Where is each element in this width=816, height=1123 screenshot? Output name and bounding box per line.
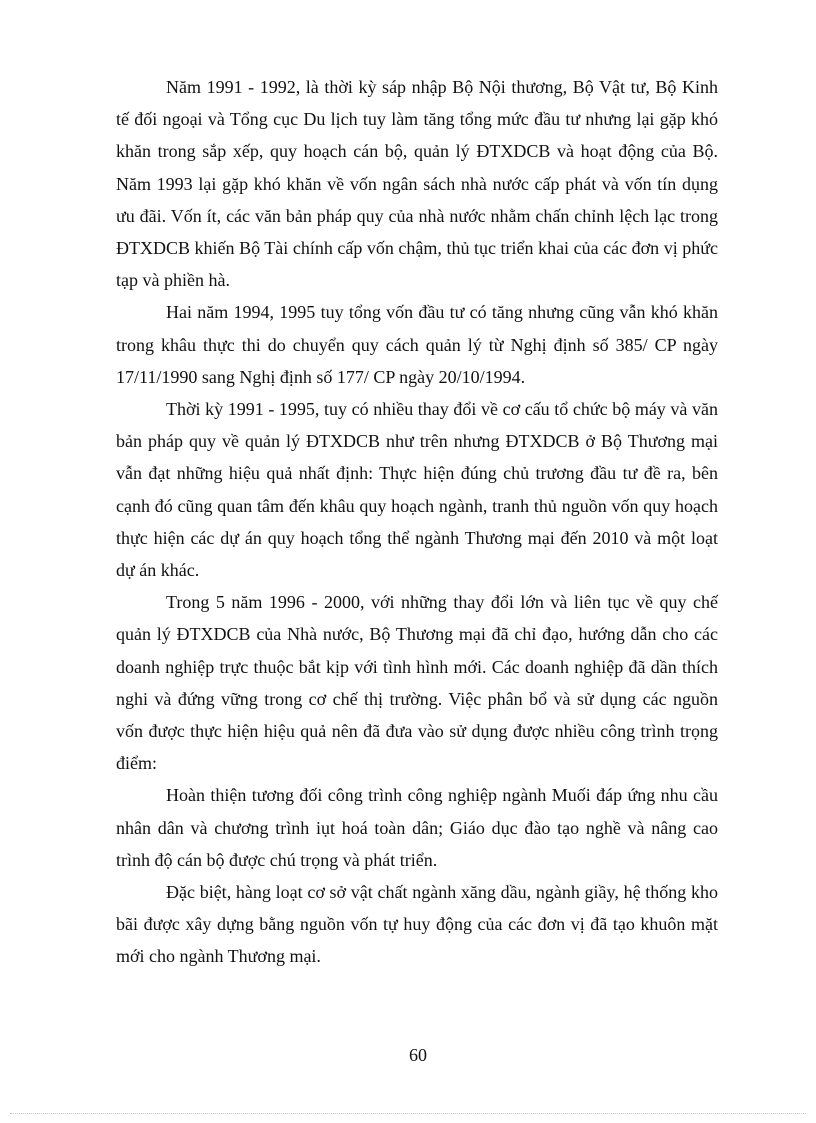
paragraph-2: Hai năm 1994, 1995 tuy tổng vốn đầu tư có tăng nhưng cũng vẫn khó khăn trong khâu thực thi do chuyển quy cách quản lý từ Nghị định số 385/ CP ngày 17/11/1990 sang Nghị định số 177/ CP ngày 20/10/1994. — [116, 302, 718, 387]
paragraph-1: Năm 1991 - 1992, là thời kỳ sáp nhập Bộ Nội thương, Bộ Vật tư, Bộ Kinh tế đối ngoại và Tổng cục Du lịch tuy làm tăng tổng mức đầu tư nhưng lại gặp khó khăn trong sắp xếp, quy hoạch cán bộ, quản lý ĐTXDCB và hoạt động của Bộ. Năm 1993 lại gặp khó khăn về vốn ngân sách nhà nước cấp phát và vốn tín dụng ưu đãi. Vốn ít, các văn bản pháp quy của nhà nước nhằm chấn chỉnh lệch lạc trong ĐTXDCB khiến Bộ Tài chính cấp vốn chậm, thủ tục triển khai của các đơn vị phức tạp và phiền hà. — [116, 77, 718, 291]
page-number: 60 — [409, 1045, 427, 1065]
paragraph-3: Thời kỳ 1991 - 1995, tuy có nhiều thay đổi về cơ cấu tổ chức bộ máy và văn bản pháp quy về quản lý ĐTXDCB như trên nhưng ĐTXDCB ở Bộ Thương mại vẫn đạt những hiệu quả nhất định: Thực hiện đúng chủ trương đầu tư đề ra, bên cạnh đó cũng quan tâm đến khâu quy hoạch ngành, tranh thủ nguồn vốn quy hoạch thực hiện các dự án quy hoạch tổng thể ngành Thương mại đến 2010 và một loạt dự án khác. — [116, 399, 718, 581]
paragraph-6: Đặc biệt, hàng loạt cơ sở vật chất ngành xăng dầu, ngành giầy, hệ thống kho bãi được xây dựng bằng nguồn vốn tự huy động của các đơn vị đã tạo khuôn mặt mới cho ngành Thương mại. — [116, 882, 718, 967]
body-text — [116, 71, 718, 973]
paragraph-4: Trong 5 năm 1996 - 2000, với những thay đổi lớn và liên tục về quy chế quản lý ĐTXDCB của Nhà nước, Bộ Thương mại đã chỉ đạo, hướng dẫn cho các doanh nghiệp trực thuộc bắt kịp với tình hình mới. Các doanh nghiệp đã dần thích nghi và đứng vững trong cơ chế thị trường. Việc phân bổ và sử dụng các nguồn vốn được thực hiện hiệu quả nên đã đưa vào sử dụng được nhiều công trình trọng điểm: — [116, 592, 718, 774]
paragraph-5: Hoàn thiện tương đối công trình công nghiệp ngành Muối đáp ứng nhu cầu nhân dân và chương trình iụt hoá toàn dân; Giáo dục đào tạo nghề và nâng cao trình độ cán bộ được chú trọng và phát triển. — [116, 785, 718, 870]
page-bottom-divider — [10, 1113, 806, 1114]
